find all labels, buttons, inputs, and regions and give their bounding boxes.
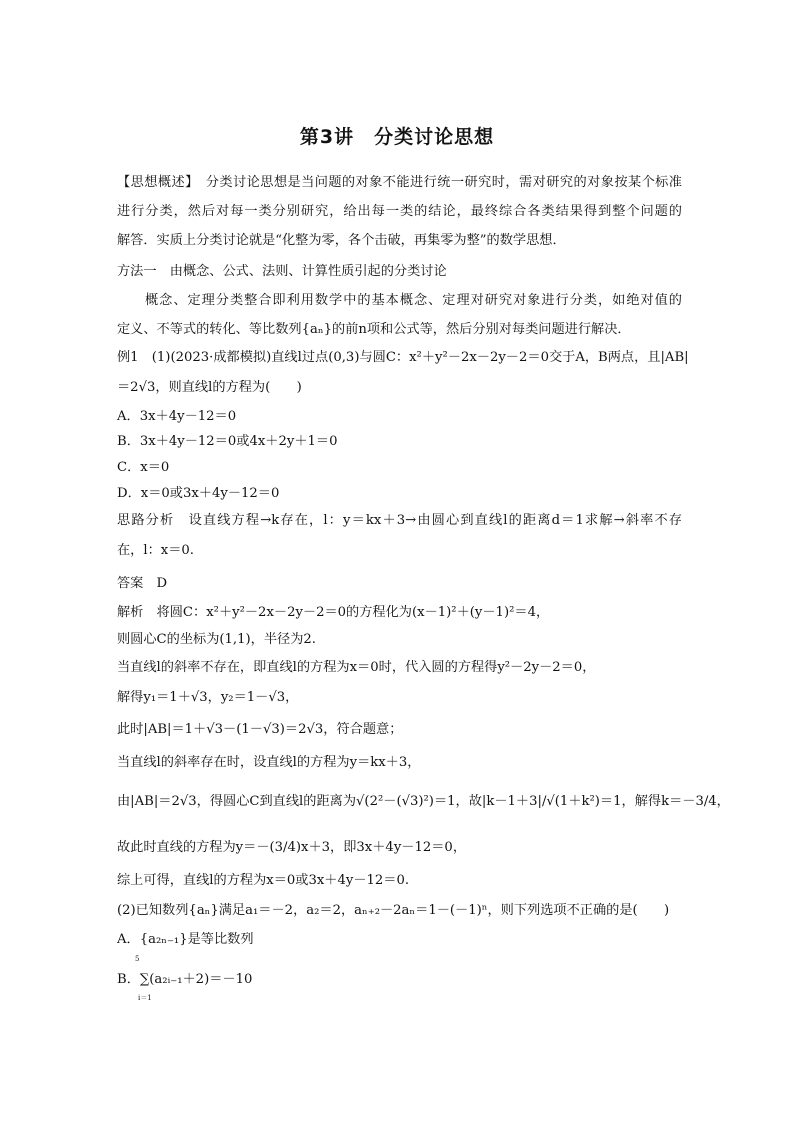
analysis-line-2: 在，l：x＝0. — [117, 543, 194, 558]
solution-line-8: 故此时直线的方程为y＝－(3/4)x＋3，即3x＋4y－12＝0， — [117, 840, 467, 855]
solution-line-9: 综上可得，直线l的方程为x＝0或3x＋4y－12＝0. — [117, 873, 410, 888]
solution-line-2: 则圆心C的坐标为(1,1)，半径为2. — [117, 632, 316, 647]
overview-line-2: 进行分类，然后对每一类分别研究，给出每一类的结论，最终综合各类结果得到整个问题的 — [117, 204, 682, 219]
method-heading: 方法一 由概念、公式、法则、计算性质引起的分类讨论 — [117, 264, 447, 279]
example-question-2: ＝2√3，则直线l的方程为( ) — [117, 380, 302, 395]
option-b: B．3x＋4y－12＝0或4x＋2y＋1＝0 — [117, 434, 338, 449]
option-c: C．x＝0 — [117, 460, 170, 475]
solution-line-5: 此时|AB|＝1＋√3－(1－√3)＝2√3，符合题意； — [117, 722, 403, 737]
method-text-1: 概念、定理分类整合即利用数学中的基本概念、定理对研究对象进行分类，如绝对值的 — [145, 293, 682, 308]
analysis-line-1: 思路分析 设直线方程→k存在，l：y＝kx＋3→由圆心到直线l的距离d＝1求解→斜率不存 — [117, 513, 682, 528]
solution-line-1: 解析 将圆C：x²＋y²－2x－2y－2＝0的方程化为(x－1)²＋(y－1)²＝4， — [117, 605, 550, 620]
sum-upper-limit: 5 — [135, 955, 140, 963]
solution-line-4: 解得y₁＝1＋√3，y₂＝1－√3， — [117, 690, 299, 705]
solution-line-3: 当直线l的斜率不存在，即直线l的方程为x＝0时，代入圆的方程得y²－2y－2＝0， — [117, 660, 596, 675]
part2-option-a: A．{a₂ₙ₋₁}是等比数列 — [117, 932, 254, 947]
page-title: 第3讲 分类讨论思想 — [299, 126, 495, 148]
option-d: D．x＝0或3x＋4y－12＝0 — [117, 486, 280, 501]
overview-line-3: 解答．实质上分类讨论就是“化整为零，各个击破，再集零为整”的数学思想． — [117, 233, 566, 248]
example-question-1: 例1 (1)(2023·成都模拟)直线l过点(0,3)与圆C：x²＋y²－2x－2y－2＝0交于A，B两点，且|AB| — [117, 350, 689, 365]
answer-line: 答案 D — [117, 576, 168, 591]
solution-line-6: 当直线l的斜率存在时，设直线l的方程为y＝kx＋3， — [117, 755, 421, 770]
part2-option-b: B．∑(a₂ᵢ₋₁＋2)＝－10 — [117, 972, 253, 987]
option-a: A．3x＋4y－12＝0 — [117, 409, 237, 424]
solution-line-7: 由|AB|＝2√3，得圆心C到直线l的距离为√(2²－(√3)²)＝1，故|k－1＋3|/√(1＋k²)＝1，解得k＝－3/4， — [117, 794, 730, 809]
method-text-2: 定义、不等式的转化、等比数列{aₙ}的前n项和公式等，然后分别对每类问题进行解决． — [117, 322, 631, 337]
overview-line-1: 【思想概述】 分类讨论思想是当问题的对象不能进行统一研究时，需对研究的对象按某个标准 — [117, 175, 682, 190]
example-part2-question: (2)已知数列{aₙ}满足a₁＝－2，a₂＝2，aₙ₊₂－2aₙ＝1－(－1)ⁿ，则下列选项不正确的是( ) — [117, 903, 670, 918]
sum-lower-limit: i＝1 — [138, 994, 152, 1002]
